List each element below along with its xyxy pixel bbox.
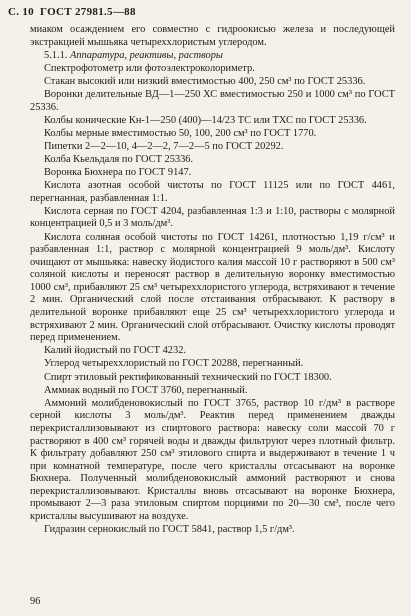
list-item: Гидразин сернокислый по ГОСТ 5841, раствор 1,5 г/дм³. [44,524,295,536]
list-item: Колбы мерные вместимостью 50, 100, 200 см³ по ГОСТ 1770. [44,127,317,139]
list-item: Калий йодистый по ГОСТ 4232. [44,345,186,357]
list-item: Колба Кьельдаля по ГОСТ 25336. [44,153,194,165]
list-item: Углерод четыреххлористый по ГОСТ 20288, перегнанный. [44,358,304,370]
list-item: Спектрофотометр или фотоэлектроколориметр. [44,62,255,74]
list-item: Стакан высокий или низкий вместимостью 400, 250 см³ по ГОСТ 25336. [44,75,366,87]
list-item: Кислота соляная особой чистоты по ГОСТ 14261, плотностью 1,19 г/см³ и разбавленная 1:1, раствор с молярной концентрацией 9 моль/дм³. Кислоту очищают от мышьяка: навеску йодистого калия массой 10 г растворяют в 500 см³ соляной кислоты и переносят раствор в делительную воронку вместимостью 1000 см³, прибавляют 25 см³ четыреххлористого углерода, встряхивают в течение 2 мин. Органический слой после отстаивания отбрасывают. К раствору в делительной воронке прибавляют еще 25 см³ четыреххлористого углерода и встряхивают 2 мин. Органический слой отбрасывают. Очистку кислоты проводят перед применением. [30,231,395,344]
page-header: С. 10 ГОСТ 27981.5—88 [8,6,136,18]
page-number: 96 [30,596,41,607]
section-number: 5.1.1. [44,49,70,61]
list-item: Кислота серная по ГОСТ 4204, разбавленная 1:3 и 1:10, растворы с молярной концентрацией 0,5 и 3 моль/дм³. [30,205,395,230]
section-heading [30,50,395,63]
list-item: Колбы конические Кн-1—250 (400)—14/23 ТС или ТХС по ГОСТ 25336. [44,114,367,126]
document-body [30,24,395,537]
list-item: Воронка Бюхнера по ГОСТ 9147. [44,167,192,179]
list-item: Пипетки 2—2—10, 4—2—2, 7—2—5 по ГОСТ 20292. [44,140,284,152]
paragraph-continuation: миаком осаждением его совместно с гидроокисью железа и последующей экстракцией мышьяка четыреххлористым углеродом. [30,24,395,48]
list-item: Спирт этиловый ректификованный технический по ГОСТ 18300. [44,371,332,383]
section-title: Аппаратура, реактивы, растворы [69,49,223,61]
list-item: Воронки делительные ВД—1—250 ХС вместимостью 250 и 1000 см³ по ГОСТ 25336. [30,88,395,113]
list-item: Аммиак водный по ГОСТ 3760, перегнанный. [44,384,248,396]
list-item: Аммоний молибденовокислый по ГОСТ 3765, раствор 10 г/дм³ в растворе серной кислоты 3 моль/дм³. Реактив перед применением дважды перекристаллизовывают из спиртового раствора: навеску соли массой 70 г растворяют в 400 см³ горячей воды и дважды фильтруют через плотный фильтр. К фильтрату добавляют 250 см³ этилового спирта и выдерживают в течение 1 ч при комнатной температуре, после чего кристаллы отсасывают на воронке Бюхнера. Полученный молибденовокислый аммоний растворяют и снова перекристаллизовывают. Кристаллы вновь отсасывают на воронке Бюхнера, промывают 2—3 раза этиловым спиртом порциями по 20—30 см³, после чего кристаллы высушивают на воздухе. [30,397,395,523]
list-item: Кислота азотная особой чистоты по ГОСТ 11125 или по ГОСТ 4461, перегнанная, разбавленная 1:1. [30,180,395,204]
